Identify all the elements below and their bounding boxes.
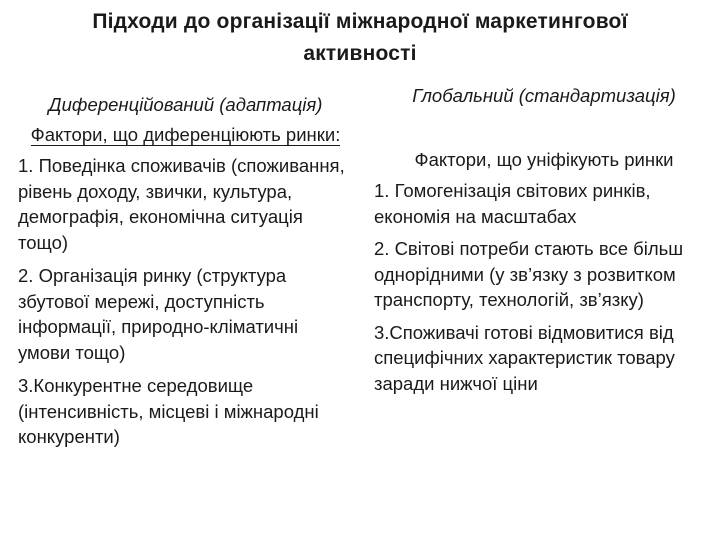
right-factor-item-2: 2. Світові потреби стають все більш однорідними (у зв’язку з розвитком транспорту, технологій, зв’язку) <box>374 238 684 310</box>
right-factors-heading: Фактори, що уніфікують ринки <box>414 148 674 170</box>
right-column-global <box>374 83 714 403</box>
left-factor-item-1: 1. Поведінка споживачів (споживання, рівень доходу, звички, культура, демографія, економічна ситуація тощо) <box>18 155 345 253</box>
left-factor-item-2: 2. Організація ринку (структура збутової мережі, доступність інформації, природно-кліматичні умови тощо) <box>18 265 299 363</box>
left-factor-item-3: 3.Конкурентне середовище (інтенсивність, місцеві і міжнародні конкуренти) <box>18 375 319 447</box>
left-column-heading: Диференційований (адаптація) <box>48 94 323 115</box>
slide-title: Підходи до організації міжнародної маркетингової активності <box>92 10 628 65</box>
left-factors-heading <box>18 122 353 148</box>
right-factor-item-3: 3.Споживачі готові відмовитися від специфічних характеристик товару заради нижчої ціни <box>374 321 675 394</box>
right-column-heading: Глобальний (стандартизація) <box>412 85 676 106</box>
right-factor-item-1: 1. Гомогенізація світових ринків, економія на масштабах <box>374 180 651 227</box>
left-column-differentiated <box>18 92 353 458</box>
left-factors-heading-text: Фактори, що диференціюють ринки: <box>30 123 341 145</box>
